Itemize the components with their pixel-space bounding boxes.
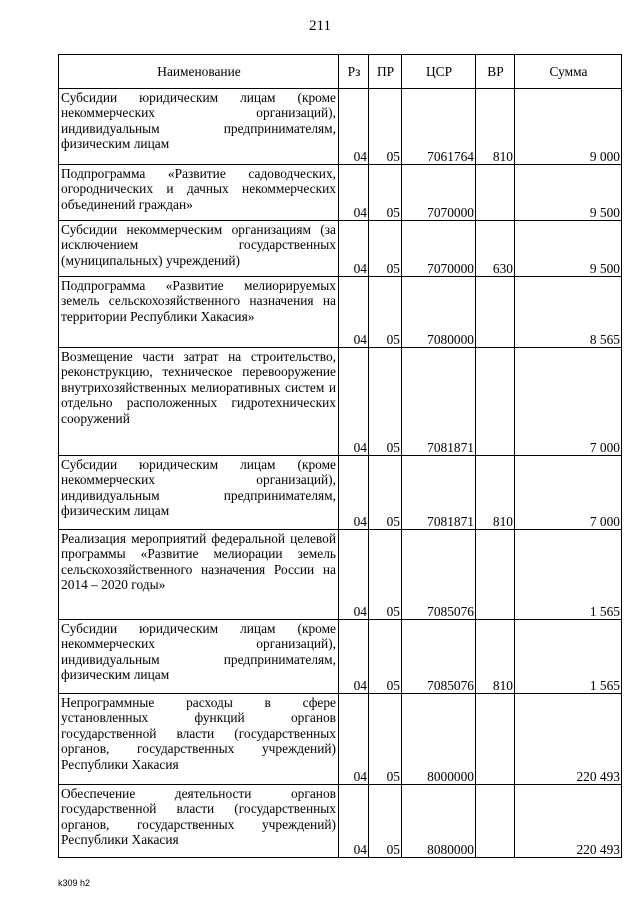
- page-number: 211: [309, 18, 331, 34]
- row-name: Субсидии юридическим лицам (кроме некоммерческих организаций), индивидуальным предпринимателям, физическим лицам: [59, 456, 339, 530]
- row-csr: 7061764: [402, 89, 476, 165]
- row-pr: 05: [369, 785, 402, 858]
- row-csr: 8000000: [402, 694, 476, 785]
- row-vr: 810: [476, 89, 515, 165]
- row-sum: 220 493: [515, 694, 622, 785]
- row-rz: 04: [339, 620, 369, 694]
- row-pr: 05: [369, 165, 402, 221]
- row-csr: 7070000: [402, 165, 476, 221]
- row-name: Реализация мероприятий федеральной целевой программы «Развитие мелиорации земель сельскохозяйственного назначения России на 2014 – 2020 годы»: [59, 530, 339, 620]
- row-pr: 05: [369, 456, 402, 530]
- row-sum: 1 565: [515, 530, 622, 620]
- header-pr: ПР: [369, 55, 402, 89]
- row-vr: [476, 165, 515, 221]
- row-rz: 04: [339, 348, 369, 456]
- row-name: Подпрограмма «Развитие мелиорируемых земель сельскохозяйственного назначения на территории Республики Хакасия»: [59, 277, 339, 348]
- row-rz: 04: [339, 277, 369, 348]
- table-row: [59, 785, 622, 858]
- row-rz: 04: [339, 165, 369, 221]
- row-name: Подпрограмма «Развитие садоводческих, огороднических и дачных некоммерческих объединений граждан»: [59, 165, 339, 221]
- row-name: Непрограммные расходы в сфере установленных функций органов государственной власти (государственных органов, государственных учреждений) Республики Хакасия: [59, 694, 339, 785]
- budget-table: [58, 54, 622, 858]
- header-rz: Рз: [339, 55, 369, 89]
- header-vr: ВР: [476, 55, 515, 89]
- row-sum: 8 565: [515, 277, 622, 348]
- table-row: [59, 165, 622, 221]
- row-name: Субсидии юридическим лицам (кроме некоммерческих организаций), индивидуальным предпринимателям, физическим лицам: [59, 89, 339, 165]
- header-csr: ЦСР: [402, 55, 476, 89]
- footer-code: k309 h2: [58, 878, 91, 888]
- row-rz: 04: [339, 785, 369, 858]
- row-rz: 04: [339, 221, 369, 277]
- row-pr: 05: [369, 530, 402, 620]
- row-csr: 7070000: [402, 221, 476, 277]
- row-pr: 05: [369, 89, 402, 165]
- row-name: Субсидии некоммерческим организациям (за исключением государственных (муниципальных) учреждений): [59, 221, 339, 277]
- table-row: [59, 530, 622, 620]
- row-sum: 7 000: [515, 348, 622, 456]
- table-row: [59, 89, 622, 165]
- row-sum: 1 565: [515, 620, 622, 694]
- table-row: [59, 694, 622, 785]
- table-row: [59, 620, 622, 694]
- row-vr: [476, 348, 515, 456]
- row-rz: 04: [339, 89, 369, 165]
- row-sum: 9 500: [515, 165, 622, 221]
- row-vr: [476, 530, 515, 620]
- header-sum: Сумма: [515, 55, 622, 89]
- row-csr: 7085076: [402, 530, 476, 620]
- row-csr: 7080000: [402, 277, 476, 348]
- row-sum: 220 493: [515, 785, 622, 858]
- row-pr: 05: [369, 221, 402, 277]
- row-rz: 04: [339, 530, 369, 620]
- row-pr: 05: [369, 694, 402, 785]
- row-name: Обеспечение деятельности органов государственной власти (государственных органов, государственных учреждений) Республики Хакасия: [59, 785, 339, 858]
- row-sum: 7 000: [515, 456, 622, 530]
- row-rz: 04: [339, 694, 369, 785]
- row-sum: 9 500: [515, 221, 622, 277]
- table-header-row: [59, 55, 622, 89]
- table-row: [59, 456, 622, 530]
- header-name: Наименование: [59, 55, 339, 89]
- table-row: [59, 277, 622, 348]
- row-csr: 7081871: [402, 456, 476, 530]
- row-vr: [476, 785, 515, 858]
- row-vr: 630: [476, 221, 515, 277]
- row-csr: 8080000: [402, 785, 476, 858]
- row-name: Субсидии юридическим лицам (кроме некоммерческих организаций), индивидуальным предпринимателям, физическим лицам: [59, 620, 339, 694]
- table-row: [59, 221, 622, 277]
- row-pr: 05: [369, 277, 402, 348]
- row-csr: 7081871: [402, 348, 476, 456]
- row-pr: 05: [369, 620, 402, 694]
- row-vr: 810: [476, 620, 515, 694]
- row-pr: 05: [369, 348, 402, 456]
- row-name: Возмещение части затрат на строительство, реконструкцию, техническое перевооружение внутрихозяйственных мелиоративных систем и отдельно расположенных гидротехнических сооружений: [59, 348, 339, 456]
- row-rz: 04: [339, 456, 369, 530]
- row-csr: 7085076: [402, 620, 476, 694]
- row-vr: [476, 277, 515, 348]
- row-vr: [476, 694, 515, 785]
- row-sum: 9 000: [515, 89, 622, 165]
- table-row: [59, 348, 622, 456]
- row-vr: 810: [476, 456, 515, 530]
